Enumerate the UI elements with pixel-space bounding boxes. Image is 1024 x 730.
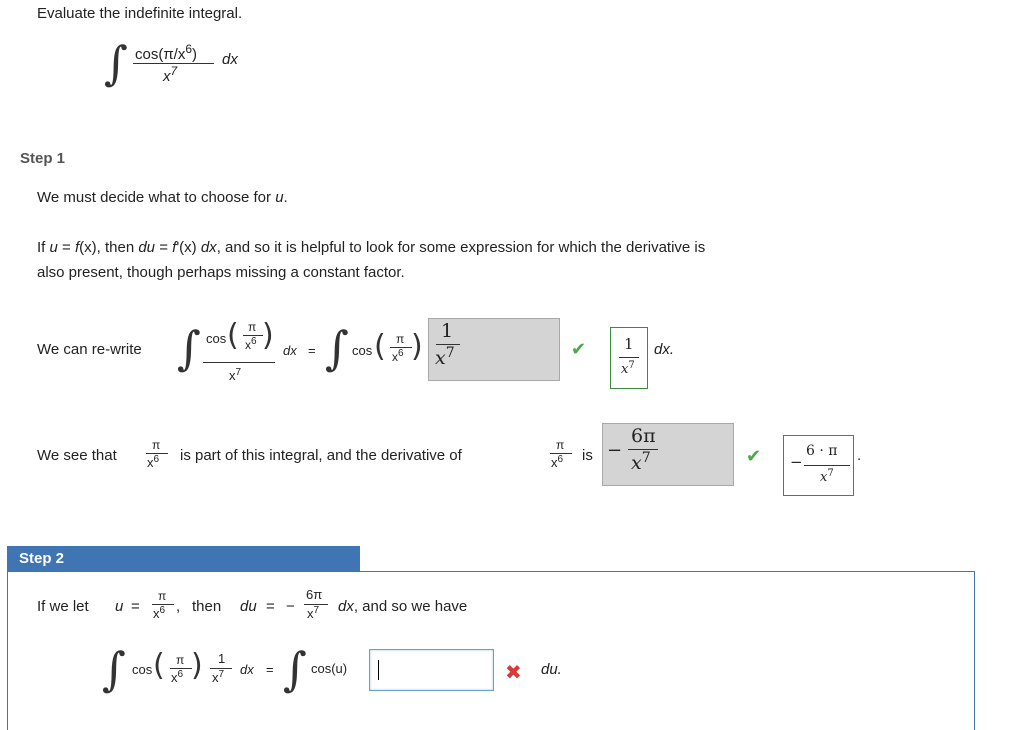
equals-sign: = xyxy=(266,662,274,677)
answer-numerator: 6π xyxy=(631,425,656,447)
x6: $x^6$ xyxy=(153,605,166,621)
check-icon: ✔ xyxy=(746,446,762,466)
confirmed-denominator: $x^7$ xyxy=(820,468,834,485)
see-middle-text: is part of this integral, and the derivative of xyxy=(180,447,462,464)
six-pi: 6π xyxy=(306,587,323,602)
fraction-bar xyxy=(203,362,275,363)
cos-u: cos(u) xyxy=(311,661,348,676)
x6: $x^6$ xyxy=(551,454,564,470)
minus-sign: − xyxy=(790,453,803,471)
x7: $x^7$ xyxy=(307,605,320,621)
step2-header: Step 2 xyxy=(7,546,360,572)
confirmed-answer-2 xyxy=(783,435,854,496)
answer-denominator: $x^7$ xyxy=(631,450,651,474)
right-paren: ) xyxy=(262,318,274,353)
answer-input-box-2[interactable] xyxy=(602,423,734,486)
right-paren: ) xyxy=(411,329,423,364)
x6: $x^6$ xyxy=(245,336,257,352)
problem-prompt: Evaluate the indefinite integral. xyxy=(37,5,243,22)
is-label: is xyxy=(582,447,593,464)
equals-sign: = xyxy=(131,598,140,615)
dx-period: dx. xyxy=(654,341,675,358)
minus-sign: − xyxy=(607,440,623,461)
rewrite-label: We can re-write xyxy=(37,341,142,358)
integral-sign: ∫ xyxy=(177,321,201,375)
dx-label: dx xyxy=(240,662,254,677)
fraction-bar xyxy=(619,357,639,358)
fraction-bar xyxy=(804,465,850,466)
confirmed-numerator: 6 · π xyxy=(806,443,838,459)
answer-input-box-1[interactable] xyxy=(428,318,560,381)
left-paren: ( xyxy=(374,329,386,364)
problem-dx: dx xyxy=(222,51,238,68)
equals-sign: = xyxy=(266,598,275,615)
minus-sign: − xyxy=(286,598,295,615)
left-paren: ( xyxy=(153,648,165,683)
integral-sign: ∫ xyxy=(104,36,128,90)
pi-symbol: π xyxy=(248,320,257,334)
x6: $x^6$ xyxy=(147,454,160,470)
du-label: du xyxy=(240,598,257,615)
text-caret xyxy=(378,660,379,680)
if-we-let: If we let xyxy=(37,598,89,615)
x7: $x^7$ xyxy=(229,367,242,383)
confirmed-answer-1 xyxy=(610,327,648,389)
answer-denominator: $x^7$ xyxy=(435,345,455,369)
integral-sign: ∫ xyxy=(325,321,349,375)
cos-label: cos xyxy=(352,343,373,358)
answer-numerator: 1 xyxy=(441,320,454,342)
cross-icon: ✖ xyxy=(505,662,522,684)
left-paren: ( xyxy=(227,318,239,353)
confirmed-denominator: $x^7$ xyxy=(621,360,635,377)
du-period: du. xyxy=(541,661,562,678)
check-icon: ✔ xyxy=(571,339,587,359)
x7: $x^7$ xyxy=(212,669,225,685)
right-paren: ) xyxy=(191,648,203,683)
confirmed-numerator: 1 xyxy=(624,335,634,353)
step1-paragraph-line1: If u = f(x), then du = f'(x) dx, and so it is helpful to look for some expression for which the derivative is xyxy=(37,239,706,256)
integral-sign: ∫ xyxy=(102,642,126,696)
integral-sign: ∫ xyxy=(283,642,307,696)
pi-symbol: π xyxy=(396,332,405,346)
cos-label: cos xyxy=(206,331,227,346)
dx-and-so: dx, and so we have xyxy=(338,598,468,615)
dx-label: dx xyxy=(283,343,297,358)
see-that-label: We see that xyxy=(37,447,117,464)
u-var: u xyxy=(115,598,124,615)
problem-numerator: $\cos(\pi/x^6)$ xyxy=(135,42,198,63)
equals-sign: = xyxy=(308,343,316,358)
x6: $x^6$ xyxy=(171,669,184,685)
x6: $x^6$ xyxy=(392,348,404,364)
answer-input-step2[interactable] xyxy=(369,649,494,691)
cos-label: cos xyxy=(132,662,153,677)
period: . xyxy=(857,447,862,464)
problem-denominator: $x^7$ xyxy=(163,64,178,85)
step1-line1: We must decide what to choose for u. xyxy=(37,189,288,206)
comma: , xyxy=(176,598,181,615)
step1-label: Step 1 xyxy=(20,150,66,167)
step1-paragraph-line2: also present, though perhaps missing a constant factor. xyxy=(37,264,405,281)
pi-symbol: π xyxy=(176,653,185,667)
then-label: then xyxy=(192,598,222,615)
one: 1 xyxy=(218,651,226,666)
pi-symbol: π xyxy=(158,589,167,603)
pi-symbol: π xyxy=(152,438,161,452)
pi-symbol: π xyxy=(556,438,565,452)
